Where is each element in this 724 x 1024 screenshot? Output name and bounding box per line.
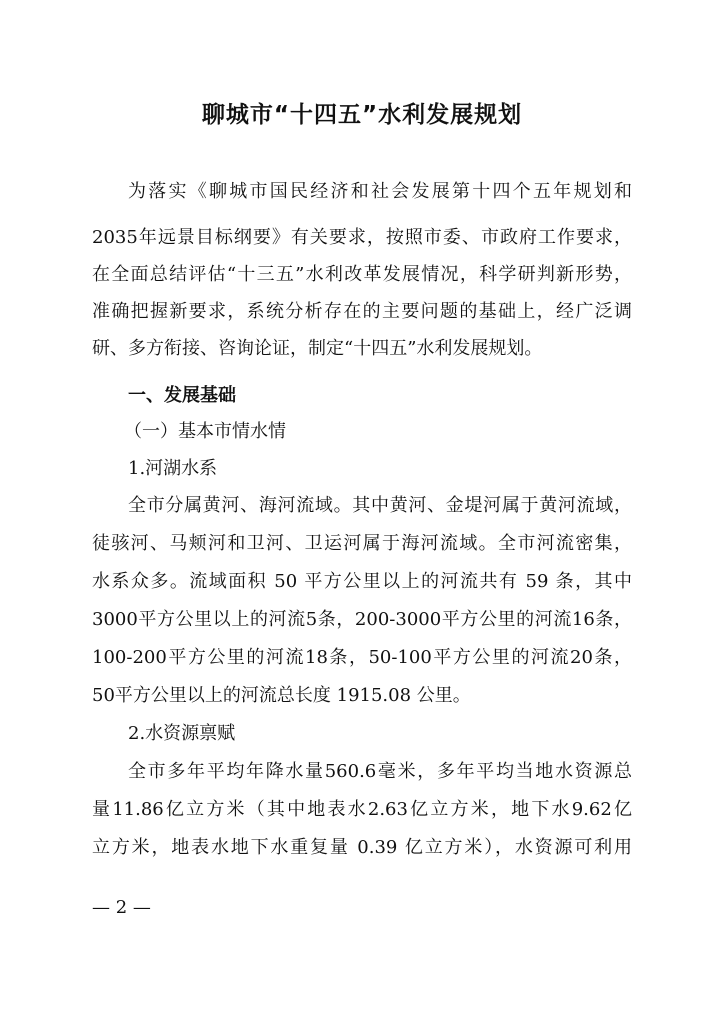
page-number: — 2 —: [92, 897, 151, 918]
paragraph-line: 2035年远景目标纲要》有关要求，按照市委、市政府工作要求，: [92, 227, 632, 248]
item-heading: 2.水资源禀赋: [128, 723, 236, 744]
paragraph-line: 量11.86亿立方米（其中地表水2.63亿立方米，地下水9.62亿: [92, 799, 632, 820]
paragraph-line: 水系众多。流域面积 50 平方公里以上的河流共有 59 条，其中: [92, 571, 632, 592]
paragraph-line: 准确把握新要求，系统分析存在的主要问题的基础上，经广泛调: [92, 301, 632, 322]
paragraph-line: 在全面总结评估“十三五”水利改革发展情况，科学研判新形势，: [92, 264, 632, 285]
paragraph-line: 50平方公里以上的河流总长度 1915.08 公里。: [92, 685, 471, 706]
paragraph-line: 100-200平方公里的河流18条，50-100平方公里的河流20条，: [92, 647, 632, 668]
document-title: 聊城市“十四五”水利发展规划: [201, 102, 523, 128]
subsection-heading: （一）基本市情水情: [124, 421, 286, 442]
section-heading: 一、发展基础: [128, 385, 236, 406]
paragraph-line: 全市分属黄河、海河流域。其中黄河、金堤河属于黄河流域，: [128, 495, 632, 516]
item-heading: 1.河湖水系: [128, 458, 218, 479]
paragraph-line: 全市多年平均年降水量560.6毫米，多年平均当地水资源总: [128, 761, 632, 782]
paragraph-line: 立方米，地表水地下水重复量 0.39 亿立方米），水资源可利用: [92, 837, 632, 858]
paragraph-line: 3000平方公里以上的河流5条，200-3000平方公里的河流16条，: [92, 609, 632, 630]
paragraph-line: 研、多方衔接、咨询论证，制定“十四五”水利发展规划。: [92, 338, 543, 359]
paragraph-line: 徒骇河、马颊河和卫河、卫运河属于海河流域。全市河流密集，: [92, 533, 632, 554]
paragraph-line: 为落实《聊城市国民经济和社会发展第十四个五年规划和: [128, 181, 632, 202]
